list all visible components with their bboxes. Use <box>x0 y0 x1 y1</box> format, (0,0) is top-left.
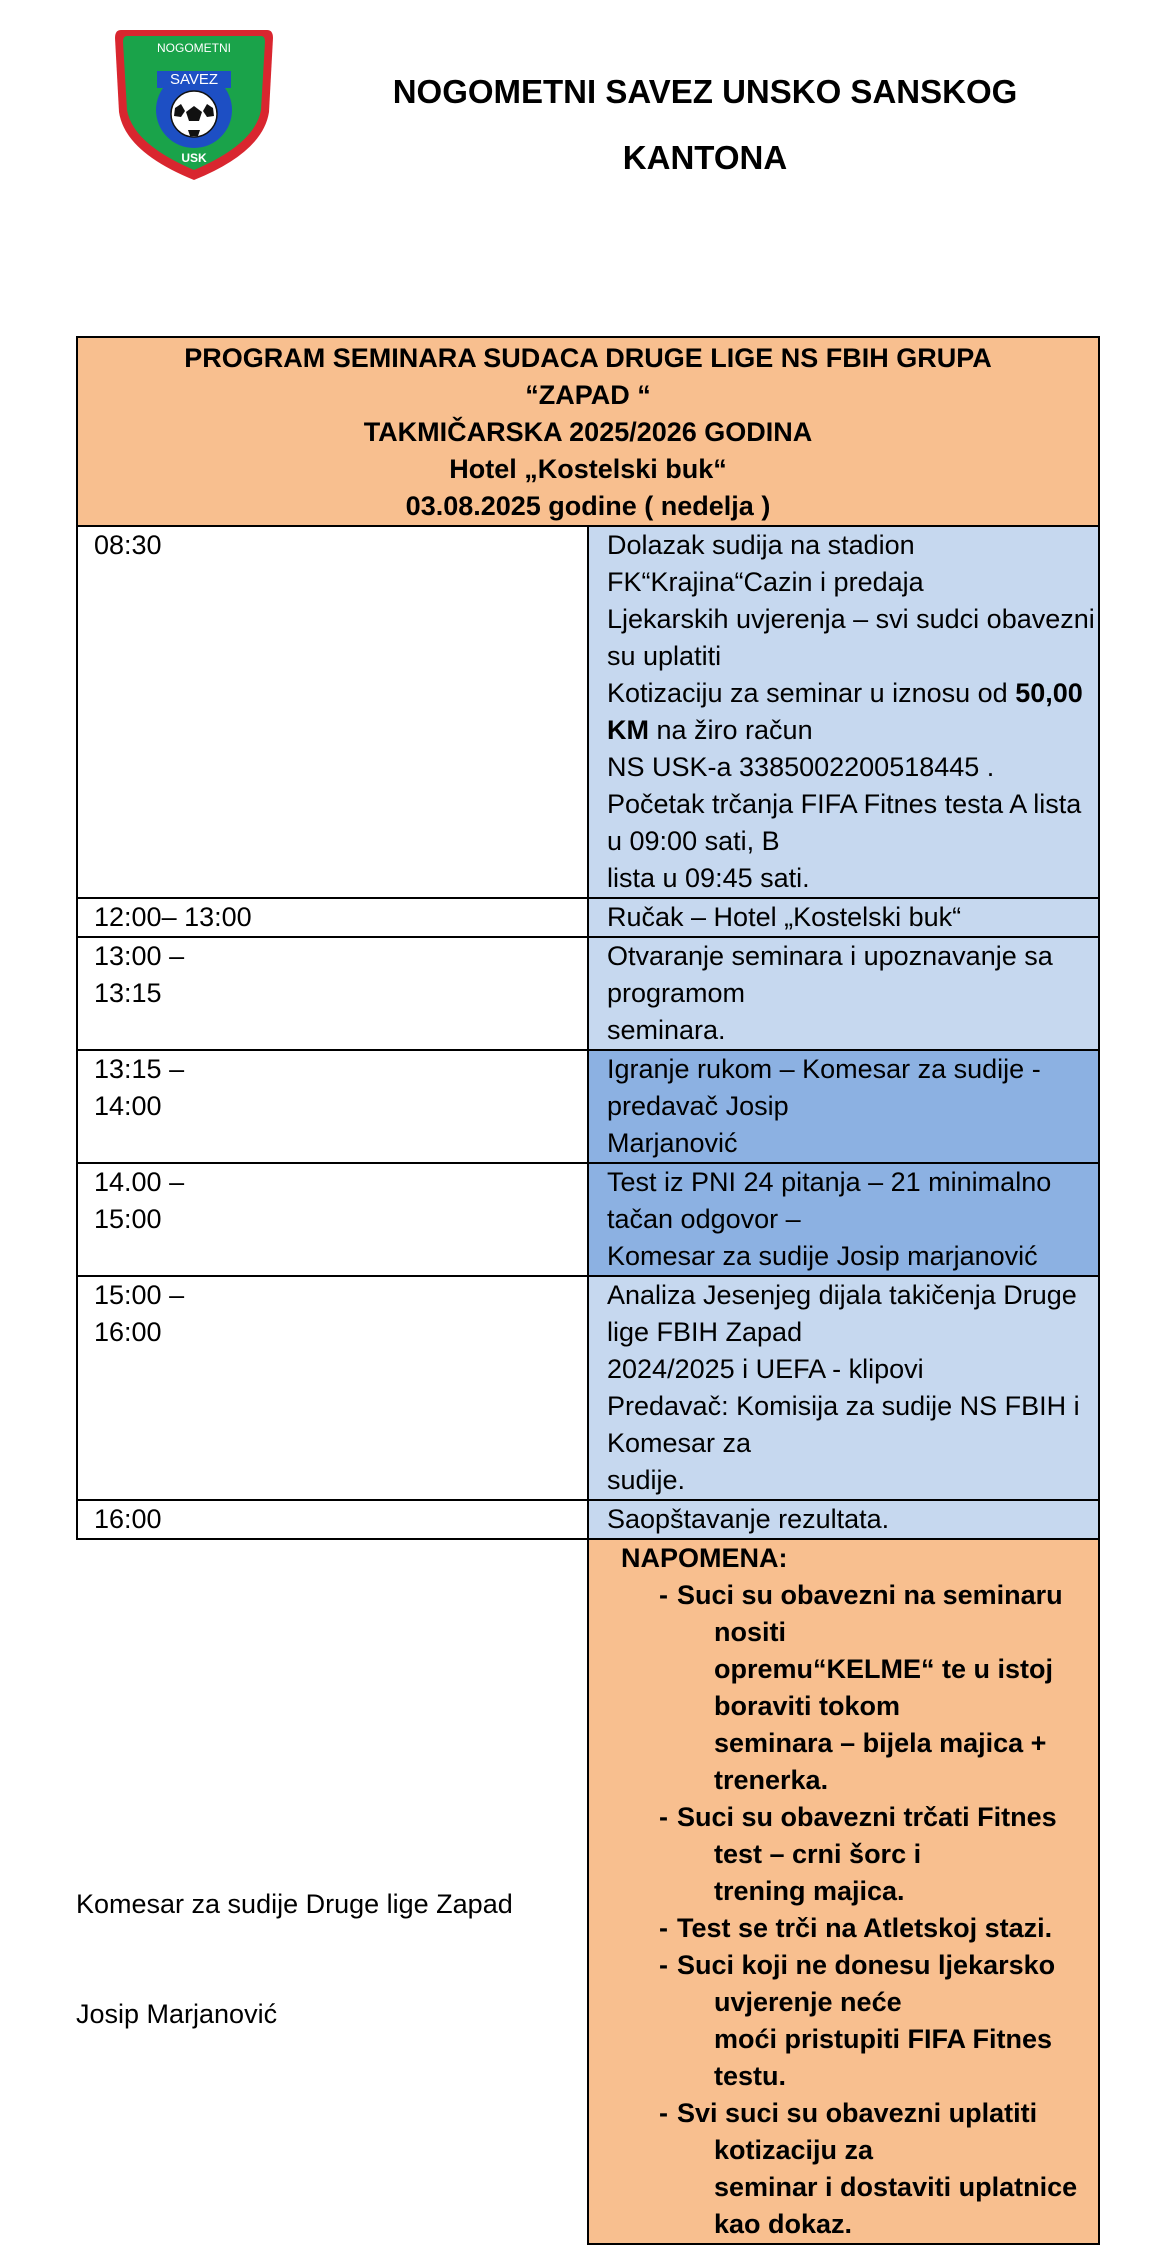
activity-line: Početak trčanja FIFA Fitnes testa A lista u 09:00 sati, B <box>607 789 1082 856</box>
time-label: 14.00 – <box>94 1167 185 1197</box>
table-row <box>77 1050 1099 1163</box>
note-cell <box>588 1539 1099 2244</box>
note-item-text: trening majica. <box>714 1876 905 1906</box>
activity-line: lista u 09:45 sati. <box>607 863 810 893</box>
dash-bullet: - <box>659 1950 668 1980</box>
fee-text: na žiro račun <box>649 715 813 745</box>
activity-line: Komesar za sudije Josip marjanović <box>607 1241 1038 1271</box>
activity-line: seminara. <box>607 1015 726 1045</box>
organization-title-line2: KANTONA <box>622 139 788 176</box>
note-item <box>659 1947 1098 2095</box>
activity-line: Analiza Jesenjeg dijala takičenja Druge lige FBIH Zapad <box>607 1280 1077 1347</box>
time-label: 15:00 <box>94 1204 162 1234</box>
signatory-role: Komesar za sudije Druge lige Zapad <box>76 1889 513 1919</box>
program-title-cell <box>77 337 1099 526</box>
dash-bullet: - <box>659 1802 668 1832</box>
program-title-line: 03.08.2025 godine ( nedelja ) <box>405 491 771 521</box>
program-title-line: “ZAPAD “ <box>525 380 651 410</box>
time-label: 13:00 – <box>94 941 185 971</box>
dash-bullet: - <box>659 2098 668 2128</box>
time-label: 15:00 – <box>94 1280 185 1310</box>
activity-line: Ljekarskih uvjerenja – svi sudci obavezni su uplatiti <box>607 604 1095 671</box>
note-heading: NAPOMENA: <box>621 1543 788 1573</box>
dash-bullet: - <box>659 1913 668 1943</box>
activity-line: Igranje rukom – Komesar za sudije - predavač Josip <box>607 1054 1041 1121</box>
fee-amount: 50,00 KM <box>607 678 1083 745</box>
time-cell <box>77 526 588 898</box>
note-list <box>621 1577 1098 2243</box>
note-item-text: moći pristupiti FIFA Fitnes testu. <box>714 2024 1053 2091</box>
activity-line: sudije. <box>607 1465 686 1495</box>
time-cell <box>77 1163 588 1276</box>
time-cell <box>77 1050 588 1163</box>
signatory-name: Josip Marjanović <box>76 1999 278 2029</box>
activity-cell <box>588 1276 1099 1500</box>
activity-cell <box>588 1163 1099 1276</box>
time-label: 08:30 <box>94 530 162 560</box>
note-item-text: Svi suci su obavezni uplatiti kotizaciju za <box>677 2098 1038 2165</box>
note-item <box>659 1799 1098 1910</box>
activity-line: Test iz PNI 24 pitanja – 21 minimalno tačan odgovor – <box>607 1167 1052 1234</box>
organization-title-line1: NOGOMETNI SAVEZ UNSKO SANSKOG <box>392 73 1018 110</box>
program-title-line: TAKMIČARSKA 2025/2026 GODINA <box>363 417 813 447</box>
activity-line: Ručak – Hotel „Kostelski buk“ <box>607 902 962 932</box>
note-item-text: Suci su obavezni trčati Fitnes test – crni šorc i <box>677 1802 1057 1869</box>
logo-text-bottom: USK <box>181 151 207 165</box>
logo-text-mid: SAVEZ <box>169 71 219 88</box>
fee-text: Kotizaciju za seminar u iznosu od <box>607 678 1016 708</box>
seminar-program-table <box>76 336 1100 2245</box>
activity-line <box>607 675 1098 749</box>
note-item-text: seminara – bijela majica + trenerka. <box>714 1728 1047 1795</box>
note-item-text: seminar i dostaviti uplatnice kao dokaz. <box>714 2172 1078 2239</box>
table-row <box>77 898 1099 937</box>
table-row <box>77 937 1099 1050</box>
activity-line: Dolazak sudija na stadion FK“Krajina“Cazin i predaja <box>607 530 924 597</box>
note-item-text: Suci su obavezni na seminaru nositi <box>677 1580 1063 1647</box>
table-row <box>77 1276 1099 1500</box>
note-item <box>659 2095 1098 2243</box>
note-item-text: Suci koji ne donesu ljekarsko uvjerenje neće <box>677 1950 1056 2017</box>
time-label: 12:00– 13:00 <box>94 902 252 932</box>
note-item-text: Test se trči na Atletskoj stazi. <box>677 1913 1053 1943</box>
table-row <box>77 1500 1099 1539</box>
time-cell <box>77 937 588 1050</box>
activity-line: 2024/2025 i UEFA - klipovi <box>607 1354 924 1384</box>
dash-bullet: - <box>659 1580 668 1610</box>
note-item <box>659 1577 1098 1799</box>
program-title-line: PROGRAM SEMINARA SUDACA DRUGE LIGE NS FBIH GRUPA <box>184 343 992 373</box>
time-cell <box>77 898 588 937</box>
activity-cell <box>588 937 1099 1050</box>
note-item <box>659 1910 1098 1947</box>
time-label: 14:00 <box>94 1091 162 1121</box>
activity-line: Marjanović <box>607 1128 738 1158</box>
note-item-text: opremu“KELME“ te u istoj boraviti tokom <box>714 1654 1054 1721</box>
logo-text-top: NOGOMETNI <box>157 41 231 55</box>
table-row <box>77 526 1099 898</box>
activity-cell <box>588 898 1099 937</box>
program-title-line: Hotel „Kostelski buk“ <box>449 454 727 484</box>
activity-line: Predavač: Komisija za sudije NS FBIH i Komesar za <box>607 1391 1080 1458</box>
activity-cell <box>588 1050 1099 1163</box>
table-header-row <box>77 337 1099 526</box>
time-cell <box>77 1500 588 1539</box>
union-crest-logo <box>103 20 285 186</box>
time-label: 13:15 – <box>94 1054 185 1084</box>
table-row <box>77 1163 1099 1276</box>
time-label: 16:00 <box>94 1317 162 1347</box>
activity-line: NS USK-a 3385002200518445 . <box>607 752 995 782</box>
time-label: 16:00 <box>94 1504 162 1534</box>
activity-line: Otvaranje seminara i upoznavanje sa programom <box>607 941 1053 1008</box>
time-label: 13:15 <box>94 978 162 1008</box>
activity-cell <box>588 1500 1099 1539</box>
activity-cell <box>588 526 1099 898</box>
time-cell <box>77 1276 588 1500</box>
activity-line: Saopštavanje rezultata. <box>607 1504 890 1534</box>
